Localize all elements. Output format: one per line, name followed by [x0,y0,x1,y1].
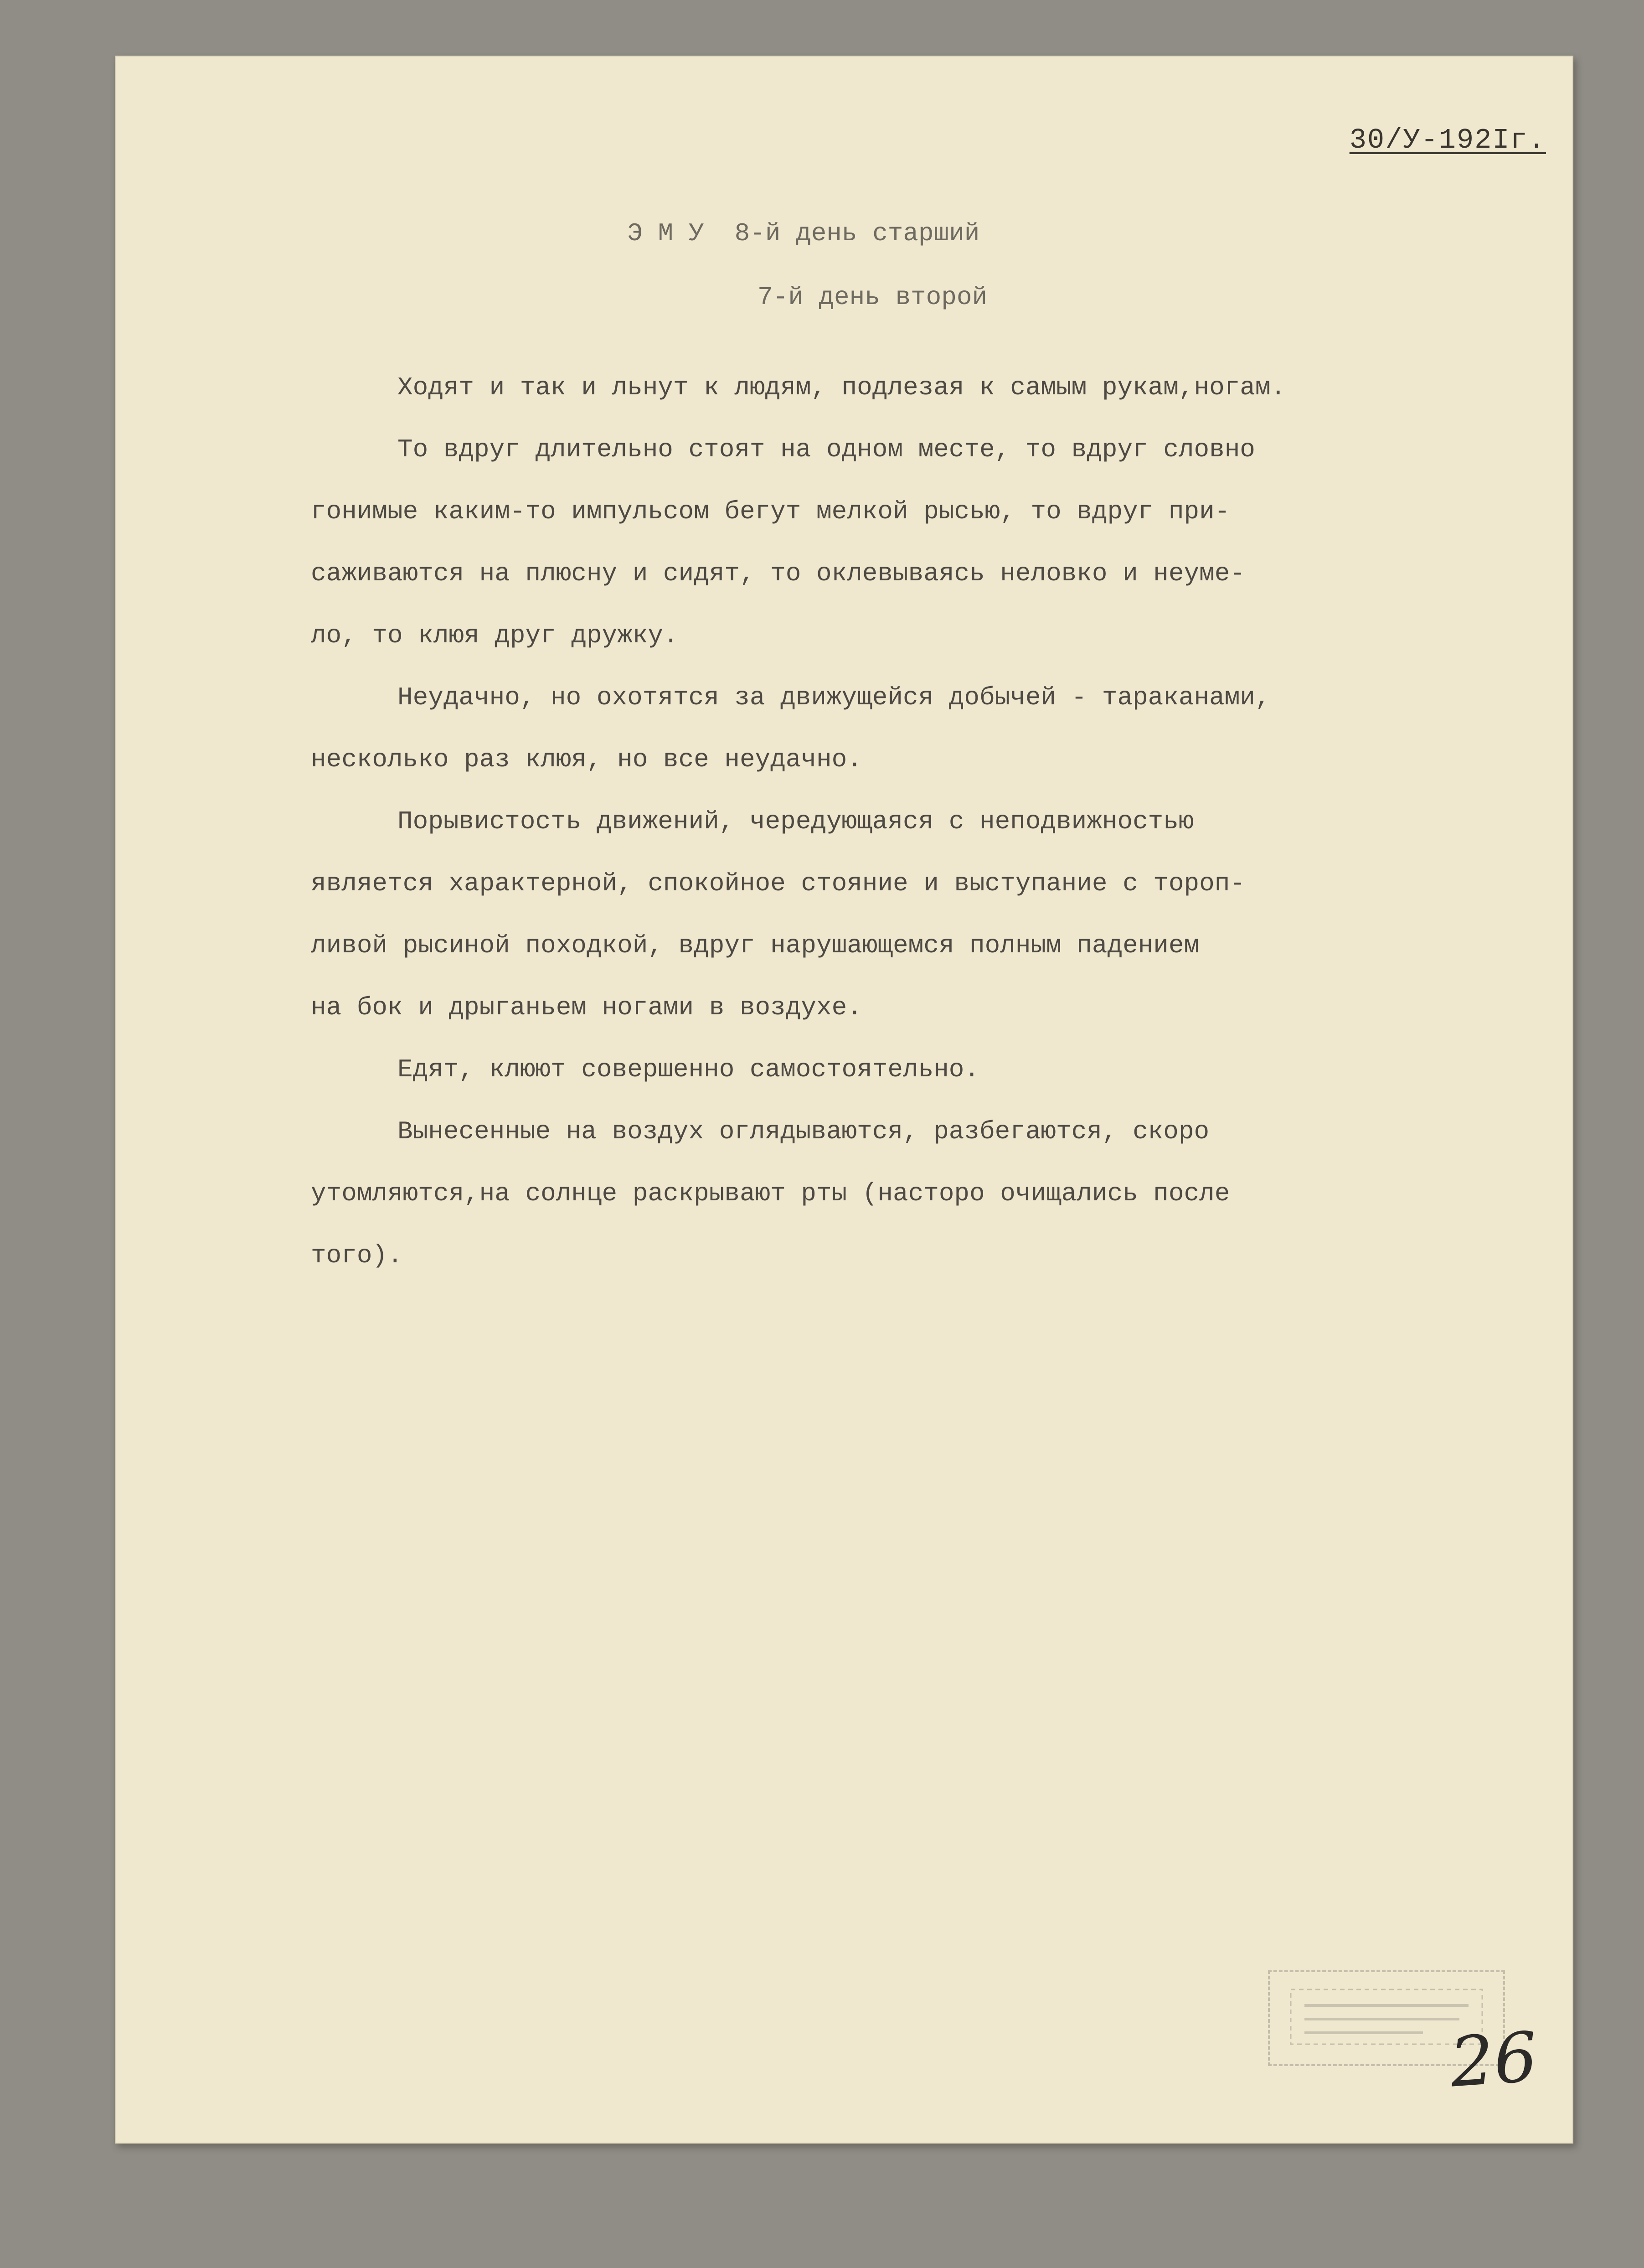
body-line: ливой рысиной походкой, вдруг нарушающемся полным падением [311,931,1200,960]
body-line: саживаются на плюсну и сидят, то оклевываясь неловко и неуме- [311,559,1245,588]
document-date: 30/У-192Iг. [1349,124,1546,156]
heading-line-2: 7-й день второй [758,283,988,312]
body-line: несколько раз клюя, но все неудачно. [311,745,862,774]
body-line: Неудачно, но охотятся за движущейся добычей - тараканами, [397,683,1271,712]
document-heading [566,186,987,377]
document-body [311,356,1569,1286]
handwritten-page-number: 26 [1448,2017,1540,2103]
body-line: ло, то клюя друг дружку. [311,621,679,650]
body-line: Едят, клюют совершенно самостоятельно. [397,1055,980,1084]
heading-line-1: Э М У 8-й день старший [627,219,980,248]
body-line: является характерной, спокойное стояние и выступание с тороп- [311,869,1245,898]
body-line: Порывистость движений, чередующаяся с неподвижностью [397,807,1194,836]
body-line: То вдруг длительно стоят на одном месте, то вдруг словно [397,435,1255,464]
body-line: на бок и дрыганьем ногами в воздухе. [311,993,862,1022]
body-line: того). [311,1241,403,1270]
document-page [115,56,1573,2144]
body-line: гонимые каким-то импульсом бегут мелкой рысью, то вдруг при- [311,497,1230,526]
body-line: Ходят и так и льнут к людям, подлезая к самым рукам,ногам. [397,373,1286,402]
body-line: утомляются,на солнце раскрывают рты (насторо очищались после [311,1179,1230,1208]
body-line: Вынесенные на воздух оглядываются, разбегаются, скоро [397,1117,1210,1146]
